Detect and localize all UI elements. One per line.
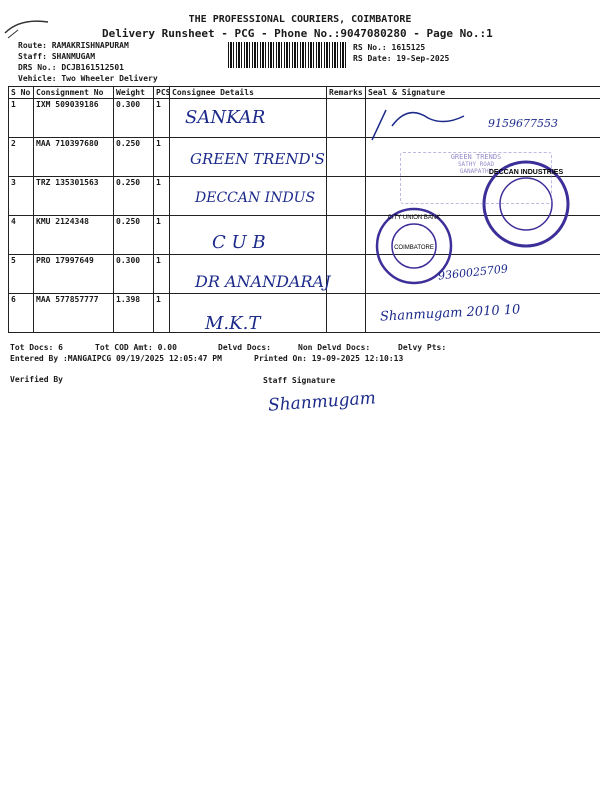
col-consignment: Consignment No — [34, 87, 114, 99]
cell-sno: 6 — [9, 294, 34, 333]
deccan-stamp-text: DECCAN INDUSTRIES — [488, 169, 564, 176]
non-delivered-docs: Non Delvd Docs: — [298, 343, 371, 352]
col-sno: S No — [9, 87, 34, 99]
cell-remarks — [327, 255, 366, 294]
cell-sno: 4 — [9, 216, 34, 255]
route-label: Route: RAMAKRISHNAPURAM — [18, 41, 129, 50]
total-docs: Tot Docs: 6 — [10, 343, 63, 352]
green-trends-stamp-line1: GREEN TRENDS — [450, 153, 502, 161]
cell-weight: 0.250 — [114, 216, 154, 255]
company-title: THE PROFESSIONAL COURIERS, COIMBATORE — [188, 14, 412, 25]
hand-consignee-5: DR ANANDARAJ — [195, 272, 331, 291]
vehicle-label: Vehicle: Two Wheeler Delivery — [18, 74, 158, 83]
cell-pcs: 1 — [154, 216, 170, 255]
runsheet-subtitle: Delivery Runsheet - PCG - Phone No.:9047080280 - Page No.:1 — [102, 27, 493, 40]
total-cod-amount: Tot COD Amt: 0.00 — [95, 343, 177, 352]
hand-signature-1: 9159677553 — [488, 117, 558, 130]
cell-sno: 3 — [9, 177, 34, 216]
verified-by-label: Verified By — [10, 375, 63, 384]
drs-number: DRS No.: DCJB161512501 — [18, 63, 124, 72]
col-weight: Weight — [114, 87, 154, 99]
signature-scrawl — [368, 96, 498, 146]
staff-label: Staff: SHANMUGAM — [18, 52, 96, 61]
cub-stamp-center: COIMBATORE — [394, 245, 434, 251]
hand-consignee-3: DECCAN INDUS — [195, 190, 316, 206]
hand-consignee-1: SANKAR — [185, 107, 266, 128]
cell-weight: 1.398 — [114, 294, 154, 333]
cell-pcs: 1 — [154, 294, 170, 333]
cell-consignment: MAA 710397680 — [34, 138, 114, 177]
delivery-points: Delvy Pts: — [398, 343, 447, 352]
cell-weight: 0.250 — [114, 138, 154, 177]
cell-sno: 2 — [9, 138, 34, 177]
entered-by: Entered By :MANGAIPCG 09/19/2025 12:05:47 PM — [10, 354, 222, 363]
green-trends-stamp-line3: GANAPATHY — [459, 168, 493, 175]
hand-signature-5: 9360025709 — [437, 262, 509, 283]
rs-number: RS No.: 1615125 — [353, 43, 426, 52]
cell-consignment: KMU 2124348 — [34, 216, 114, 255]
cell-consignment: TRZ 135301563 — [34, 177, 114, 216]
printed-on: Printed On: 19-09-2025 12:10:13 — [254, 354, 404, 363]
col-seal-signature: Seal & Signature — [366, 87, 600, 99]
cell-consignment: MAA 577857777 — [34, 294, 114, 333]
green-trends-stamp-line2: SATHY ROAD — [457, 161, 495, 168]
col-pcs: PCS — [154, 87, 170, 99]
delivered-docs: Delvd Docs: — [218, 343, 271, 352]
cell-pcs: 1 — [154, 138, 170, 177]
hand-signature-6: Shanmugam 2010 10 — [379, 302, 521, 325]
cell-consignment: PRO 17997649 — [34, 255, 114, 294]
cell-weight: 0.300 — [114, 255, 154, 294]
cell-weight: 0.300 — [114, 99, 154, 138]
cell-sno: 5 — [9, 255, 34, 294]
green-trends-stamp — [400, 152, 552, 204]
pen-scribble — [0, 8, 60, 48]
cell-pcs: 1 — [154, 177, 170, 216]
table-header-row — [9, 87, 600, 99]
col-consignee: Consignee Details — [170, 87, 327, 99]
cell-remarks — [327, 177, 366, 216]
col-remarks: Remarks — [327, 87, 366, 99]
rs-date: RS Date: 19-Sep-2025 — [353, 54, 450, 63]
cell-pcs: 1 — [154, 255, 170, 294]
cell-remarks — [327, 99, 366, 138]
cell-remarks — [327, 138, 366, 177]
cell-pcs: 1 — [154, 99, 170, 138]
cell-remarks — [327, 216, 366, 255]
cell-remarks — [327, 294, 366, 333]
cell-weight: 0.250 — [114, 177, 154, 216]
cell-sno: 1 — [9, 99, 34, 138]
staff-signature-label: Staff Signature — [263, 376, 336, 385]
staff-signature-hand: Shanmugam — [267, 388, 377, 416]
cub-stamp-text: CITY UNION BANK — [387, 215, 441, 221]
hand-consignee-4: C U B — [212, 232, 266, 253]
barcode — [228, 42, 348, 68]
hand-consignee-2: GREEN TREND'S — [190, 150, 325, 168]
hand-consignee-6: M.K.T — [205, 313, 261, 334]
cell-consignment: IXM 509039186 — [34, 99, 114, 138]
